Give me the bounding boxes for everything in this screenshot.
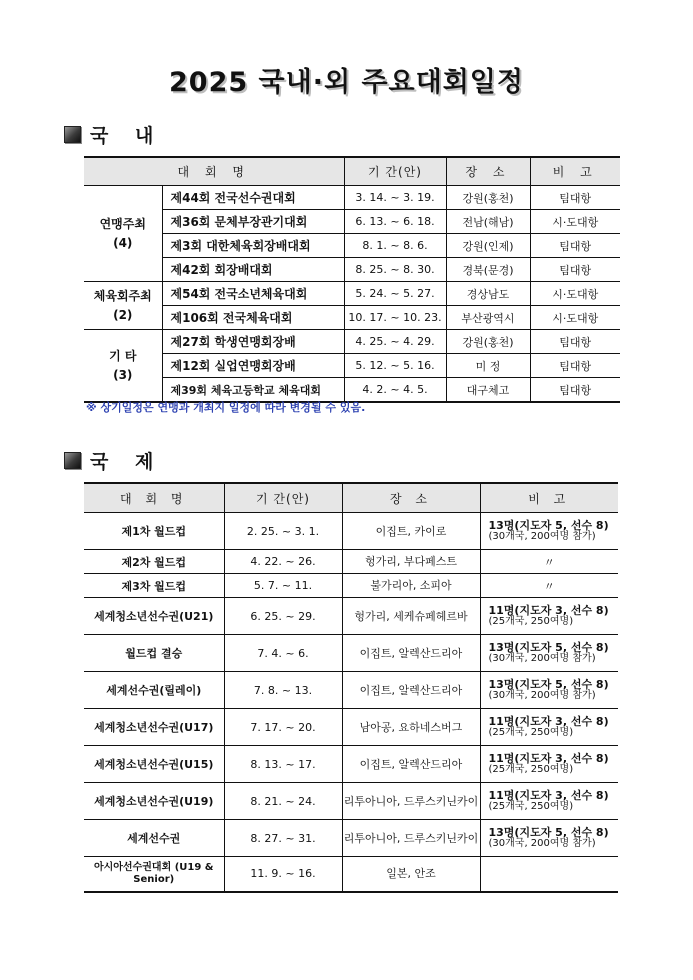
- remarks: 팀대항: [530, 330, 620, 354]
- table-row: [84, 354, 620, 378]
- remarks-ditto: 〃: [480, 550, 618, 574]
- event-name: 제2차 월드컵: [84, 550, 224, 574]
- square-bullet-icon: [64, 126, 81, 143]
- venue: 리투아니아, 드루스키닌카이: [342, 820, 480, 857]
- category-count: (3): [113, 367, 133, 382]
- remarks-main: 13명(지도자 5, 선수 8): [488, 641, 609, 654]
- table-row: [84, 635, 618, 672]
- remarks-sub: (25개국, 250여명): [488, 764, 574, 775]
- period: 3. 14. ~ 3. 19.: [344, 186, 446, 210]
- remarks-main: 11명(지도자 3, 선수 8): [488, 604, 609, 617]
- event-name: 제44회 전국선수권대회: [162, 186, 344, 210]
- remarks: 팀대항: [530, 258, 620, 282]
- table-row: [84, 210, 620, 234]
- period: 7. 17. ~ 20.: [224, 709, 342, 746]
- remarks: 시·도대항: [530, 306, 620, 330]
- header-remarks: 비 고: [530, 157, 620, 186]
- remarks-empty: [480, 857, 618, 892]
- table-row: [84, 306, 620, 330]
- table-row: [84, 598, 618, 635]
- period: 6. 25. ~ 29.: [224, 598, 342, 635]
- table-row: [84, 258, 620, 282]
- venue: 전남(해남): [446, 210, 530, 234]
- venue: 이집트, 알렉산드리아: [342, 746, 480, 783]
- remarks: 팀대항: [530, 234, 620, 258]
- period: 10. 17. ~ 10. 23.: [344, 306, 446, 330]
- remarks-cell: [480, 783, 618, 820]
- venue: 헝가리, 부다페스트: [342, 550, 480, 574]
- venue: 남아공, 요하네스버그: [342, 709, 480, 746]
- remarks-cell: [480, 635, 618, 672]
- period: 8. 27. ~ 31.: [224, 820, 342, 857]
- venue: 강원(인제): [446, 234, 530, 258]
- table-row: [84, 709, 618, 746]
- period: 8. 13. ~ 17.: [224, 746, 342, 783]
- remarks-main: 13명(지도자 5, 선수 8): [488, 519, 609, 532]
- remarks-main: 11명(지도자 3, 선수 8): [488, 752, 609, 765]
- category-label: 체육회주최: [93, 288, 152, 303]
- event-name: 세계청소년선수권(U19): [84, 783, 224, 820]
- event-name: 제39회 체육고등학교 체육대회: [162, 378, 344, 403]
- remarks-cell: [480, 820, 618, 857]
- remarks-sub: (30개국, 200여명 참가): [488, 838, 596, 849]
- category-label: 기 타: [109, 348, 137, 363]
- remarks-main: 11명(지도자 3, 선수 8): [488, 715, 609, 728]
- header-remarks: 비 고: [480, 483, 618, 513]
- venue: 경북(문경): [446, 258, 530, 282]
- venue: 일본, 안조: [342, 857, 480, 892]
- header-venue: 장 소: [446, 157, 530, 186]
- remarks-cell: [480, 672, 618, 709]
- period: 4. 2. ~ 4. 5.: [344, 378, 446, 403]
- section-heading-text: 국 제: [90, 451, 164, 473]
- table-header-row: [84, 157, 620, 186]
- event-name: 제54회 전국소년체육대회: [162, 282, 344, 306]
- remarks-ditto: 〃: [480, 574, 618, 598]
- period: 5. 24. ~ 5. 27.: [344, 282, 446, 306]
- table-row: [84, 746, 618, 783]
- event-name: 아시아선수권대회 (U19 & Senior): [84, 857, 224, 892]
- table-row: [84, 186, 620, 210]
- table-row: [84, 513, 618, 550]
- category-count: (2): [113, 307, 133, 322]
- header-period: 기 간(안): [344, 157, 446, 186]
- remarks: 팀대항: [530, 186, 620, 210]
- event-name: 세계선수권: [84, 820, 224, 857]
- category-cell: [84, 282, 162, 330]
- table-row: [84, 574, 618, 598]
- event-name: 세계청소년선수권(U21): [84, 598, 224, 635]
- venue: 강원(홍천): [446, 330, 530, 354]
- period: 6. 13. ~ 6. 18.: [344, 210, 446, 234]
- venue: 이집트, 알렉산드리아: [342, 635, 480, 672]
- period: 8. 25. ~ 8. 30.: [344, 258, 446, 282]
- header-period: 기 간(안): [224, 483, 342, 513]
- period: 7. 8. ~ 13.: [224, 672, 342, 709]
- event-name: 제42회 회장배대회: [162, 258, 344, 282]
- category-cell: [84, 330, 162, 403]
- period: 4. 22. ~ 26.: [224, 550, 342, 574]
- table-row: [84, 672, 618, 709]
- header-venue: 장 소: [342, 483, 480, 513]
- venue: 이집트, 카이로: [342, 513, 480, 550]
- table-row: [84, 820, 618, 857]
- venue: 리투아니아, 드루스키닌카이: [342, 783, 480, 820]
- remarks-sub: (25개국, 250여명): [488, 616, 574, 627]
- event-name: 제1차 월드컵: [84, 513, 224, 550]
- table-row: [84, 857, 618, 892]
- remarks: 팀대항: [530, 378, 620, 403]
- table-row: [84, 234, 620, 258]
- square-bullet-icon: [64, 452, 81, 469]
- period: 4. 25. ~ 4. 29.: [344, 330, 446, 354]
- remarks-main: 13명(지도자 5, 선수 8): [488, 678, 609, 691]
- remarks-cell: [480, 598, 618, 635]
- event-name: 제3회 대한체육회장배대회: [162, 234, 344, 258]
- event-name: 제3차 월드컵: [84, 574, 224, 598]
- category-count: (4): [113, 235, 133, 250]
- period: 8. 1. ~ 8. 6.: [344, 234, 446, 258]
- remarks-sub: (30개국, 200여명 참가): [488, 531, 596, 542]
- event-name: 세계선수권(릴레이): [84, 672, 224, 709]
- venue: 이집트, 알렉산드리아: [342, 672, 480, 709]
- venue: 경상남도: [446, 282, 530, 306]
- remarks-sub: (25개국, 250여명): [488, 801, 574, 812]
- period: 11. 9. ~ 16.: [224, 857, 342, 892]
- remarks-cell: [480, 709, 618, 746]
- international-schedule-table: [84, 482, 618, 893]
- remarks-sub: (30개국, 200여명 참가): [488, 690, 596, 701]
- category-label: 연맹주최: [99, 216, 146, 231]
- remarks-main: 13명(지도자 5, 선수 8): [488, 826, 609, 839]
- section-heading-domestic: [64, 121, 163, 148]
- event-name: 월드컵 결승: [84, 635, 224, 672]
- remarks: 팀대항: [530, 354, 620, 378]
- period: 5. 7. ~ 11.: [224, 574, 342, 598]
- section-heading-international: [64, 447, 163, 474]
- venue: 헝가리, 세케슈페헤르바: [342, 598, 480, 635]
- table-header-row: [84, 483, 618, 513]
- table-row: [84, 330, 620, 354]
- category-cell: [84, 186, 162, 282]
- table-row: [84, 550, 618, 574]
- remarks-cell: [480, 513, 618, 550]
- page-title: 2025 국내·외 주요대회일정: [169, 67, 524, 98]
- venue: 대구체고: [446, 378, 530, 403]
- period: 7. 4. ~ 6.: [224, 635, 342, 672]
- period: 5. 12. ~ 5. 16.: [344, 354, 446, 378]
- event-name: 제27회 학생연맹회장배: [162, 330, 344, 354]
- event-name: 제12회 실업연맹회장배: [162, 354, 344, 378]
- header-event: 대 회 명: [84, 157, 344, 186]
- remarks-sub: (30개국, 200여명 참가): [488, 653, 596, 664]
- event-name: 제36회 문체부장관기대회: [162, 210, 344, 234]
- venue: 불가리아, 소피아: [342, 574, 480, 598]
- event-name: 세계청소년선수권(U17): [84, 709, 224, 746]
- remarks: 시·도대항: [530, 210, 620, 234]
- venue: 부산광역시: [446, 306, 530, 330]
- remarks: 시·도대항: [530, 282, 620, 306]
- remarks-main: 11명(지도자 3, 선수 8): [488, 789, 609, 802]
- domestic-schedule-table: [84, 156, 620, 403]
- venue: 강원(홍천): [446, 186, 530, 210]
- section-heading-text: 국 내: [90, 125, 164, 147]
- remarks-cell: [480, 746, 618, 783]
- header-event: 대 회 명: [84, 483, 224, 513]
- event-name: 세계청소년선수권(U15): [84, 746, 224, 783]
- table-row: [84, 783, 618, 820]
- period: 2. 25. ~ 3. 1.: [224, 513, 342, 550]
- venue: 미 정: [446, 354, 530, 378]
- event-name: 제106회 전국체육대회: [162, 306, 344, 330]
- schedule-change-note: ※ 상기일정은 연맹과 개최지 일정에 따라 변경될 수 있음.: [86, 401, 366, 414]
- table-row: [84, 282, 620, 306]
- remarks-sub: (25개국, 250여명): [488, 727, 574, 738]
- period: 8. 21. ~ 24.: [224, 783, 342, 820]
